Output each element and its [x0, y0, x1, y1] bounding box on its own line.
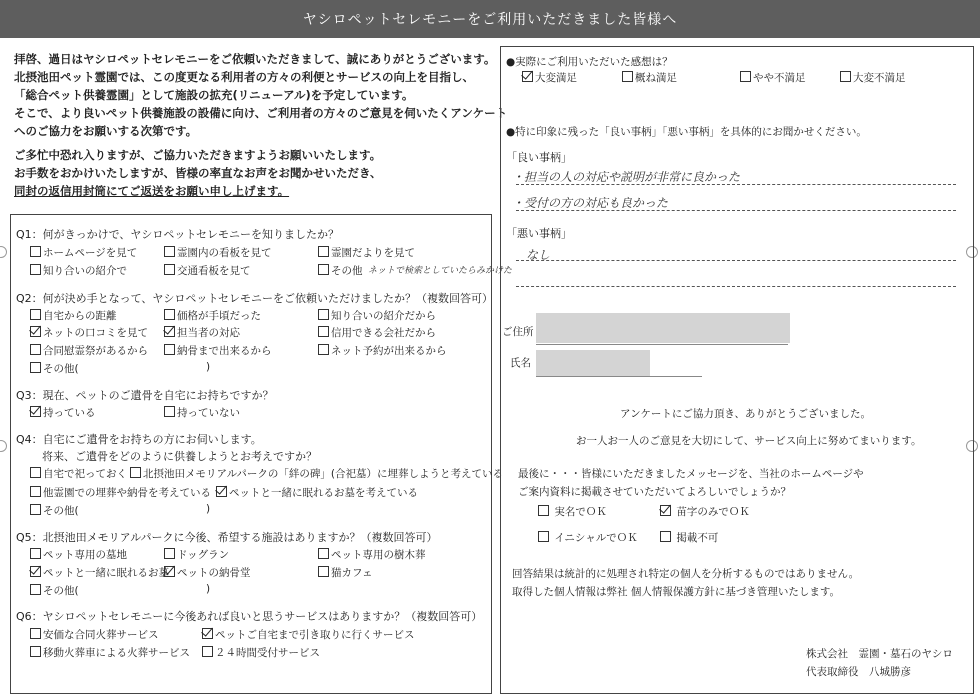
q2-option[interactable]: ネット予約が出来るから	[318, 343, 447, 358]
intro-line: 同封の返信用封筒にてご返送をお願い申し上げます。	[14, 184, 290, 198]
checkbox[interactable]	[130, 467, 141, 478]
checkbox-checked[interactable]	[522, 71, 533, 82]
checkbox-checked[interactable]	[202, 628, 213, 639]
intro-paragraph	[14, 50, 507, 140]
name-line	[536, 376, 702, 377]
page-title: ヤシロペットセレモニーをご利用いただきました皆様へ	[302, 12, 678, 28]
thanks-line: お一人お一人のご意見を大切にして、サービス向上に努めてまいります。	[576, 435, 922, 447]
q6-option[interactable]: ２４時間受付サービス	[202, 645, 320, 660]
checkbox[interactable]	[30, 362, 41, 373]
checkbox-checked[interactable]	[30, 406, 41, 417]
permission-option[interactable]: イニシャルでＯＫ	[538, 530, 638, 545]
q2-other-close: )	[206, 361, 211, 373]
punch-hole	[0, 440, 7, 452]
q2-option[interactable]: 合同慰霊祭があるから	[30, 343, 148, 358]
q5-option[interactable]: ペット専用の樹木葬	[318, 547, 426, 562]
q5-option[interactable]: 猫カフェ	[318, 565, 372, 580]
checkbox-checked[interactable]	[30, 326, 41, 337]
q2-option-other[interactable]: その他(	[30, 361, 79, 376]
impression-question: ●実際にご利用いただいた感想は？	[506, 56, 673, 68]
page-banner	[0, 0, 980, 38]
q2-option[interactable]: 価格が手頃だった	[164, 308, 261, 323]
permission-option[interactable]: 掲載不可	[660, 530, 718, 545]
q2-question: Q2：何が決め手となって、ヤシロペットセレモニーをご依頼いただけましたか？（複数回答可）	[16, 292, 493, 305]
impression-option[interactable]: 大変不満足	[840, 70, 906, 85]
checkbox[interactable]	[622, 71, 633, 82]
checkbox[interactable]	[30, 548, 41, 559]
checkbox[interactable]	[318, 264, 329, 275]
intro-line: へのご協力をお願いする次第です。	[14, 124, 198, 138]
q6-option[interactable]: ペットご自宅まで引き取りに行くサービス	[202, 627, 415, 642]
writing-line	[516, 210, 956, 211]
bad-label: 「悪い事柄」	[506, 227, 572, 240]
impression-option[interactable]: 概ね満足	[622, 70, 677, 85]
checkbox[interactable]	[30, 467, 41, 478]
q6-option[interactable]: 移動火葬車による火葬サービス	[30, 645, 190, 660]
checkbox[interactable]	[318, 566, 329, 577]
q4-option-other[interactable]: その他(	[30, 503, 79, 518]
checkbox[interactable]	[840, 71, 851, 82]
q4-option[interactable]: 北摂池田メモリアルパークの「絆の碑」(合祀墓）に埋葬しようと考えている	[130, 466, 503, 481]
checkbox[interactable]	[318, 246, 329, 257]
punch-hole	[0, 246, 7, 258]
q4-option[interactable]: 他霊園での埋葬や納骨を考えている	[30, 485, 211, 500]
q6-question: Q6：ヤシロペットセレモニーに今後あれば良いと思うサービスはありますか？（複数回答可）	[16, 610, 483, 623]
privacy-note: 回答結果は統計的に処理され特定の個人を分析するものではありません。	[512, 568, 860, 580]
permission-question: ご案内資料に掲載させていただいてよろしいでしょうか？	[518, 486, 791, 498]
checkbox[interactable]	[30, 584, 41, 595]
q4-subquestion: 将来、ご遺骨をどのように供養しようとお考えですか？	[42, 450, 317, 463]
q1-option[interactable]: 交通看板を見て	[164, 263, 251, 278]
checkbox[interactable]	[30, 246, 41, 257]
privacy-note: 取得した個人情報は弊社 個人情報保護方針に基づき管理いたします。	[512, 586, 840, 598]
q3-option[interactable]: 持っている	[30, 405, 96, 420]
good-answer-line: ・受付の方の対応も良かった	[512, 196, 669, 210]
q1-option[interactable]: 知り合いの紹介で	[30, 263, 127, 278]
q3-option[interactable]: 持っていない	[164, 405, 240, 420]
q1-option-other[interactable]: その他	[318, 263, 363, 278]
checkbox-checked[interactable]	[164, 566, 175, 577]
q2-option[interactable]: 知り合いの紹介だから	[318, 308, 436, 323]
q4-question: Q4：自宅にご遺骨をお持ちの方にお伺いします。	[16, 433, 262, 446]
checkbox[interactable]	[660, 531, 671, 542]
q1-question: Q1：何がきっかけで、ヤシロペットセレモニーを知りましたか？	[16, 228, 339, 241]
impression-option[interactable]: やや不満足	[740, 70, 806, 85]
checkbox[interactable]	[164, 264, 175, 275]
q5-question: Q5：北摂池田メモリアルパークに今後、希望する施設はありますか？（複数回答可）	[16, 531, 438, 544]
q4-option[interactable]: ペットと一緒に眠れるお墓を考えている	[216, 485, 418, 500]
good-label: 「良い事柄」	[506, 151, 572, 164]
intro-line: お手数をおかけいたしますが、皆様の率直なお声をお聞かせいただき、	[14, 166, 382, 180]
q2-option[interactable]: 信用できる会社だから	[318, 325, 436, 340]
checkbox[interactable]	[30, 344, 41, 355]
q2-option[interactable]: ネットの口コミを見て	[30, 325, 148, 340]
good-answer-line: ・担当の人の対応や説明が非常に良かった	[512, 170, 741, 184]
q6-option[interactable]: 安価な合同火葬サービス	[30, 627, 159, 642]
checkbox[interactable]	[164, 406, 175, 417]
representative-name: 代表取締役 八城勝彦	[806, 666, 911, 678]
intro-line: 拝啓、過日はヤシロペットセレモニーをご依頼いただきまして、誠にありがとうございます。	[14, 52, 496, 66]
checkbox[interactable]	[318, 326, 329, 337]
writing-line	[516, 184, 956, 185]
thanks-line: アンケートにご協力頂き、ありがとうございました。	[620, 408, 871, 420]
q1-handwritten-answer: ネットで検索としていたらみかけた	[368, 266, 513, 276]
q1-option[interactable]: 霊園だよりを見て	[318, 245, 415, 260]
intro-line: そこで、より良いペット供養施設の設備に向け、ご利用者の方々のご意見を伺いたくアンケート	[14, 106, 508, 120]
permission-option[interactable]: 苗字のみでＯＫ	[660, 504, 750, 519]
address-line	[536, 344, 788, 345]
q5-option[interactable]: ペットと一緒に眠れるお墓	[30, 565, 169, 580]
address-label: ご住所	[502, 326, 534, 338]
redacted-address	[536, 313, 790, 343]
q4-other-close: )	[206, 503, 211, 515]
checkbox-checked[interactable]	[216, 486, 227, 497]
checkbox[interactable]	[164, 548, 175, 559]
q1-option[interactable]: 霊園内の看板を見て	[164, 245, 272, 260]
checkbox[interactable]	[538, 531, 549, 542]
intro-line: 北摂池田ペット霊園では、この度更なる利用者の方々の利便とサービスの向上を目指し、	[14, 70, 474, 84]
checkbox[interactable]	[30, 264, 41, 275]
permission-question: 最後に・・・皆様にいただきましたメッセージを、当社のホームページや	[518, 468, 864, 480]
checkbox[interactable]	[164, 246, 175, 257]
writing-line	[516, 286, 956, 287]
q2-option[interactable]: 担当者の対応	[164, 325, 240, 340]
q3-question: Q3：現在、ペットのご遺骨を自宅にお持ちですか？	[16, 389, 274, 402]
name-label: 氏名	[510, 357, 531, 369]
redacted-name	[536, 350, 650, 376]
q5-option[interactable]: ペット専用の墓地	[30, 547, 127, 562]
checkbox[interactable]	[164, 309, 175, 320]
checkbox[interactable]	[30, 628, 41, 639]
company-name: 株式会社 霊園・墓石のヤシロ	[806, 648, 953, 660]
q5-option-other[interactable]: その他(	[30, 583, 79, 598]
intro-request	[14, 146, 382, 200]
q5-option[interactable]: ドッグラン	[164, 547, 229, 562]
intro-line: ご多忙中恐れ入りますが、ご協力いただきますようお願いいたします。	[14, 148, 382, 162]
checkbox[interactable]	[164, 344, 175, 355]
writing-line	[516, 260, 956, 261]
checkbox-checked[interactable]	[164, 326, 175, 337]
episode-question: ●特に印象に残った「良い事柄」「悪い事柄」を具体的にお聞かせください。	[506, 126, 867, 138]
checkbox[interactable]	[30, 309, 41, 320]
checkbox-checked[interactable]	[660, 505, 671, 516]
checkbox[interactable]	[740, 71, 751, 82]
checkbox[interactable]	[202, 646, 213, 657]
q5-other-close: )	[206, 583, 211, 595]
q1-option[interactable]: ホームページを見て	[30, 245, 137, 260]
bad-answer: なし	[526, 248, 551, 262]
checkbox-checked[interactable]	[30, 566, 41, 577]
checkbox[interactable]	[30, 504, 41, 515]
q2-option[interactable]: 納骨まで出来るから	[164, 343, 272, 358]
checkbox[interactable]	[538, 505, 549, 516]
checkbox[interactable]	[318, 344, 329, 355]
q5-option[interactable]: ペットの納骨堂	[164, 565, 251, 580]
q4-option[interactable]: 自宅で祀っておく	[30, 466, 127, 481]
impression-option[interactable]: 大変満足	[522, 70, 577, 85]
permission-option[interactable]: 実名でＯＫ	[538, 504, 607, 519]
checkbox[interactable]	[30, 646, 41, 657]
checkbox[interactable]	[30, 486, 41, 497]
intro-line: 「総合ペット供養霊園」として施設の拡充(リニューアル)を予定しています。	[14, 88, 414, 102]
checkbox[interactable]	[318, 548, 329, 559]
checkbox[interactable]	[318, 309, 329, 320]
q2-option[interactable]: 自宅からの距離	[30, 308, 117, 323]
